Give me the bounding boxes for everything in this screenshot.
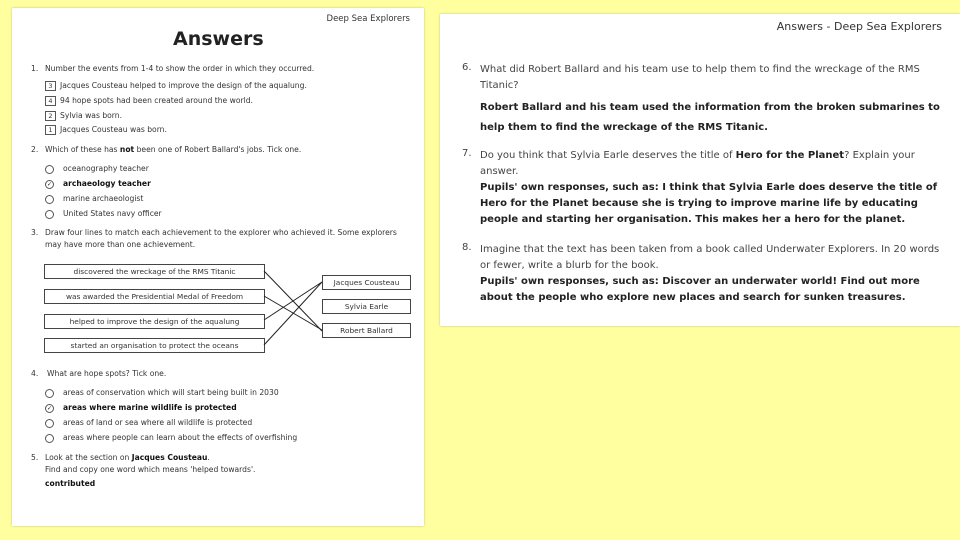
q5-number: 5. bbox=[31, 453, 39, 462]
page-title: Answers bbox=[173, 28, 264, 50]
q8-question: Imagine that the text has been taken from a book called Underwater Explorers. In 20 words or fewer, write a blurb for the book. bbox=[480, 244, 940, 271]
q7-number: 7. bbox=[462, 148, 472, 159]
q4-number: 4. bbox=[31, 369, 39, 378]
q6-question: What did Robert Ballard and his team use to help them to find the wreckage of the RMS Titanic? bbox=[480, 64, 920, 91]
q4-option bbox=[45, 388, 279, 398]
answers-page-right bbox=[440, 14, 960, 326]
q7-block bbox=[480, 148, 950, 228]
q1-number-box: 2 bbox=[45, 111, 56, 121]
page-header: Answers - Deep Sea Explorers bbox=[776, 20, 942, 33]
tick-circle bbox=[45, 419, 54, 428]
q4-option-text: areas of conservation which will start being built in 2030 bbox=[63, 388, 279, 397]
q8-block bbox=[480, 242, 950, 306]
explorer-box: Sylvia Earle bbox=[322, 299, 411, 314]
q2-number: 2. bbox=[31, 145, 39, 154]
check-icon: ✓ bbox=[46, 180, 53, 188]
achievement-box: started an organisation to protect the oceans bbox=[44, 338, 265, 353]
matching-lines bbox=[12, 8, 424, 526]
check-icon: ✓ bbox=[46, 404, 53, 412]
q1-number: 1. bbox=[31, 64, 39, 73]
tick-circle bbox=[45, 389, 54, 398]
q1-number-box: 3 bbox=[45, 81, 56, 91]
q4-option-text: areas of land or sea where all wildlife is protected bbox=[63, 418, 253, 427]
q4-option bbox=[45, 433, 297, 443]
q2-option-text: marine archaeologist bbox=[63, 194, 144, 203]
q6-block bbox=[480, 62, 950, 138]
q5-line2: Find and copy one word which means 'helped towards'. bbox=[45, 465, 256, 474]
q4-option-text: areas where marine wildlife is protected bbox=[63, 403, 237, 412]
q2-option-text: United States navy officer bbox=[63, 209, 162, 218]
achievement-box: helped to improve the design of the aqualung bbox=[44, 314, 265, 329]
q5-answer: contributed bbox=[45, 479, 96, 488]
q1-prompt: Number the events from 1-4 to show the order in which they occurred. bbox=[45, 64, 315, 73]
q2-prompt-part: been one of Robert Ballard's jobs. Tick one. bbox=[134, 145, 302, 154]
explorer-box: Robert Ballard bbox=[322, 323, 411, 338]
achievement-box: discovered the wreckage of the RMS Titanic bbox=[44, 264, 265, 279]
q2-option-text: oceanography teacher bbox=[63, 164, 149, 173]
q7-question-part: Do you think that Sylvia Earle deserves the title of bbox=[480, 150, 736, 161]
q5-prompt bbox=[45, 453, 210, 463]
q7-question-bold: Hero for the Planet bbox=[735, 150, 845, 161]
achievement-box: was awarded the Presidential Medal of Freedom bbox=[44, 289, 265, 304]
q3-prompt-line1: Draw four lines to match each achievement to the explorer who achieved it. Some explorers bbox=[45, 228, 397, 237]
q5-prompt-bold: Jacques Cousteau bbox=[131, 453, 208, 462]
q1-number-box: 1 bbox=[45, 125, 56, 135]
q1-item-text: Jacques Cousteau was born. bbox=[60, 125, 167, 134]
q2-prompt-part: Which of these has bbox=[45, 145, 120, 154]
tick-circle bbox=[45, 434, 54, 443]
page-header: Deep Sea Explorers bbox=[326, 14, 410, 24]
q7-question bbox=[480, 148, 950, 180]
q6-number: 6. bbox=[462, 62, 472, 73]
q2-option-text: archaeology teacher bbox=[63, 179, 151, 188]
match-line bbox=[264, 282, 322, 345]
q4-option bbox=[45, 418, 252, 428]
q1-item-text: 94 hope spots had been created around the world. bbox=[60, 96, 253, 105]
q8-number: 8. bbox=[462, 242, 472, 253]
answers-page-left bbox=[12, 8, 424, 526]
q2-prompt-bold: not bbox=[119, 145, 135, 154]
q6-answer: Robert Ballard and his team used the information from the broken submarines to help them to find the wreckage of the RMS Titanic. bbox=[480, 102, 940, 133]
q8-answer: Pupils' own responses, such as: Discover an underwater world! Find out more about the people who explore new places and search for sunken treasures. bbox=[480, 276, 920, 303]
q7-answer: Pupils' own responses, such as: I think that Sylvia Earle does deserve the title of Hero for the Planet because she is trying to improve marine life by educating people and starting her organisation. This makes her a hero for the planet. bbox=[480, 182, 938, 225]
q5-prompt-part: . bbox=[207, 453, 210, 462]
q1-item-text: Jacques Cousteau helped to improve the design of the aqualung. bbox=[60, 81, 307, 90]
q5-prompt-part: Look at the section on bbox=[45, 453, 132, 462]
explorer-box: Jacques Cousteau bbox=[322, 275, 411, 290]
q3-prompt-line2: may have more than one achievement. bbox=[45, 240, 196, 249]
q3-number: 3. bbox=[31, 228, 39, 237]
q4-prompt: What are hope spots? Tick one. bbox=[47, 369, 167, 378]
q1-item-text: Sylvia was born. bbox=[60, 111, 123, 120]
q4-option bbox=[45, 403, 237, 413]
q4-option-text: areas where people can learn about the effects of overfishing bbox=[63, 433, 298, 442]
q7-question-part: ? Explain your answer. bbox=[480, 150, 915, 177]
q1-number-box: 4 bbox=[45, 96, 56, 106]
